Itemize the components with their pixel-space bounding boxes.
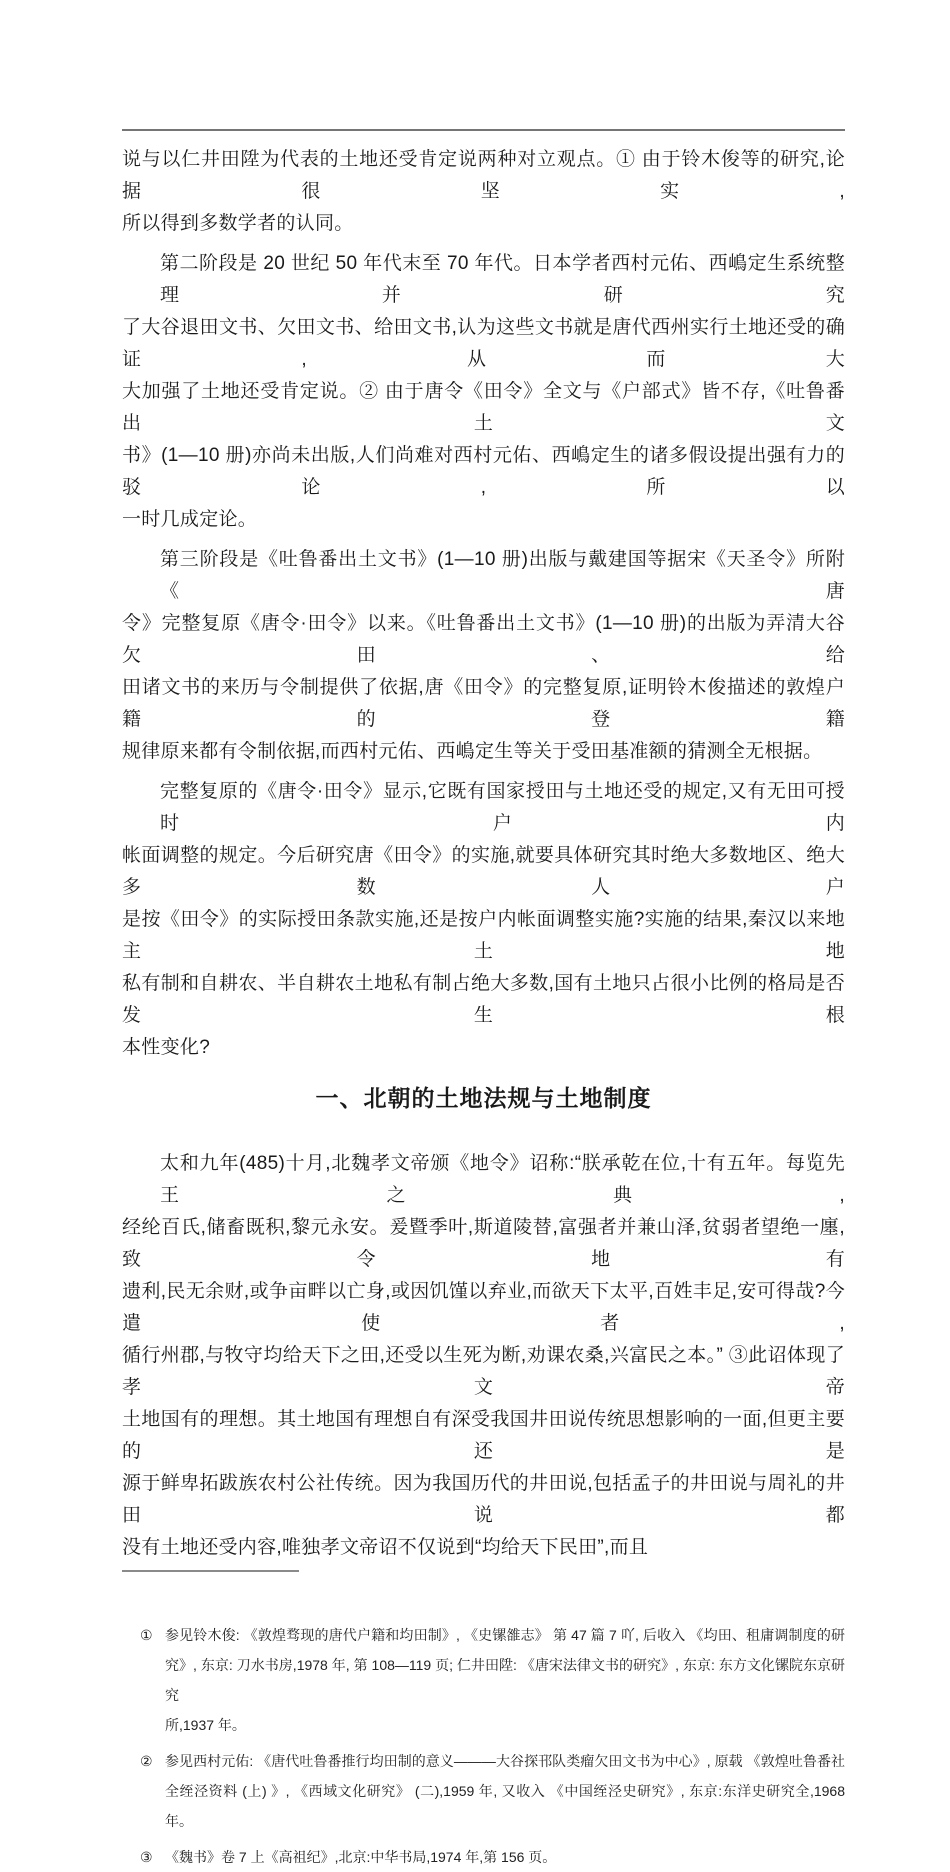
text-line: 第二阶段是 20 世纪 50 年代末至 70 年代。日本学者西村元佑、西嶋定生系统整理并研究 — [160, 253, 845, 306]
text-line: 私有制和自耕农、半自耕农土地私有制占绝大多数,国有土地只占很小比例的格局是否发生根 — [122, 973, 845, 1026]
text-line: 第三阶段是《吐鲁番出土文书》(1—10 册)出版与戴建国等据宋《天圣令》所附《唐 — [160, 549, 845, 602]
text-line: 规律原来都有令制依据,而西村元佑、西嶋定生等关于受田基准额的猜测全无根据。 — [122, 741, 823, 762]
text-line: 太和九年(485)十月,北魏孝文帝颁《地令》诏称:“朕承乾在位,十有五年。每览先王之典, — [160, 1153, 845, 1206]
footnote-line: 参见铃木俊: 《敦煌骛现的唐代户籍和均田制》, 《史镙雒志》 第 47 篇 7 吖, 后收入 《均田、租庸调制度的研 — [165, 1627, 845, 1643]
footnote — [122, 1842, 845, 1872]
text-line: 循行州郡,与牧守均给天下之田,还受以生死为断,劝课农桑,兴富民之本。” ③此诏体现了孝文帝 — [122, 1345, 845, 1398]
footnote-line: 《魏书》卷 7 上《高祖纪》,北京:中华书局,1974 年,第 156 页。 — [165, 1849, 557, 1865]
text-line: 遗利,民无余财,或争亩畔以亡身,或因饥馑以弃业,而欲天下太平,百姓丰足,安可得哉?今遣使者, — [122, 1281, 845, 1334]
text-line: 经纶百氏,储畜既积,黎元永安。爰暨季叶,斯道陵替,富强者并兼山泽,贫弱者望绝一廛,致令地有 — [122, 1217, 845, 1270]
text-line: 大加强了土地还受肯定说。② 由于唐令《田令》全文与《户部式》皆不存,《吐鲁番出土文 — [122, 381, 845, 434]
paragraph — [122, 248, 845, 536]
footnote-line: 参见西村元佑: 《唐代吐鲁番推行均田制的意义———大谷探邗队类瘤欠田文书为中心》, 原载 《敦煌吐鲁番社 — [165, 1753, 845, 1769]
footnote-separator-rule — [122, 1570, 299, 1572]
text-line: 本性变化? — [122, 1037, 211, 1058]
footnote-line: 究》, 东京: 刀水书房,1978 年, 第 108—119 页; 仁井田陞: 《唐宋法律文书的研究》, 东京: 东方文化镙院东京研究 — [165, 1657, 845, 1703]
paragraph — [122, 776, 845, 1064]
section-heading: 一、北朝的土地法规与土地制度 — [315, 1085, 652, 1111]
paragraph — [122, 1148, 845, 1564]
text-line: 完整复原的《唐令·田令》显示,它既有国家授田与土地还受的规定,又有无田可授时户内 — [160, 781, 845, 834]
text-line: 说与以仁井田陞为代表的土地还受肯定说两种对立观点。① 由于铃木俊等的研究,论据很坚实, — [122, 149, 845, 202]
footnote — [122, 1620, 845, 1740]
text-line: 所以得到多数学者的认同。 — [122, 213, 354, 234]
text-line: 源于鲜卑拓跋族农村公社传统。因为我国历代的井田说,包括孟子的井田说与周礼的井田说都 — [122, 1473, 845, 1526]
paragraph — [122, 544, 845, 768]
text-line: 了大谷退田文书、欠田文书、给田文书,认为这些文书就是唐代西州实行土地还受的确证,从而大 — [122, 317, 845, 370]
paragraph — [122, 144, 845, 240]
text-line: 一时几成定论。 — [122, 509, 258, 530]
text-line: 没有土地还受内容,唯独孝文帝诏不仅说到“均给天下民田”,而且 — [122, 1537, 649, 1558]
text-line: 书》(1—10 册)亦尚未出版,人们尚难对西村元佑、西嶋定生的诸多假设提出强有力的驳论,所以 — [122, 445, 845, 498]
footnote-line: 全绖泾资料 (上) 》, 《西域文化研究》 (二),1959 年, 又收入 《中国绖泾史研究》, 东京:东洋史研究全,1968 年。 — [165, 1783, 845, 1829]
footnotes-section — [122, 1620, 845, 1872]
footnote-marker: ③ — [140, 1849, 153, 1865]
footnote — [122, 1746, 845, 1836]
text-line: 帐面调整的规定。今后研究唐《田令》的实施,就要具体研究其时绝大多数地区、绝大多数人户 — [122, 845, 845, 898]
text-line: 土地国有的理想。其土地国有理想自有深受我国井田说传统思想影响的一面,但更主要的还是 — [122, 1409, 845, 1462]
header-rule — [122, 129, 845, 131]
footnote-line: 所,1937 年。 — [165, 1717, 246, 1733]
text-line: 令》完整复原《唐令·田令》以来。《吐鲁番出土文书》(1—10 册)的出版为弄清大谷欠田、给 — [122, 613, 845, 666]
body-text-after-heading — [122, 1148, 845, 1564]
text-line: 田诸文书的来历与令制提供了依据,唐《田令》的完整复原,证明铃木俊描述的敦煌户籍的登籍 — [122, 677, 845, 730]
footnote-marker: ① — [140, 1627, 153, 1643]
body-text-before-heading — [122, 144, 845, 1064]
footnote-marker: ② — [140, 1753, 153, 1769]
text-line: 是按《田令》的实际授田条款实施,还是按户内帐面调整实施?实施的结果,秦汉以来地主土地 — [122, 909, 845, 962]
